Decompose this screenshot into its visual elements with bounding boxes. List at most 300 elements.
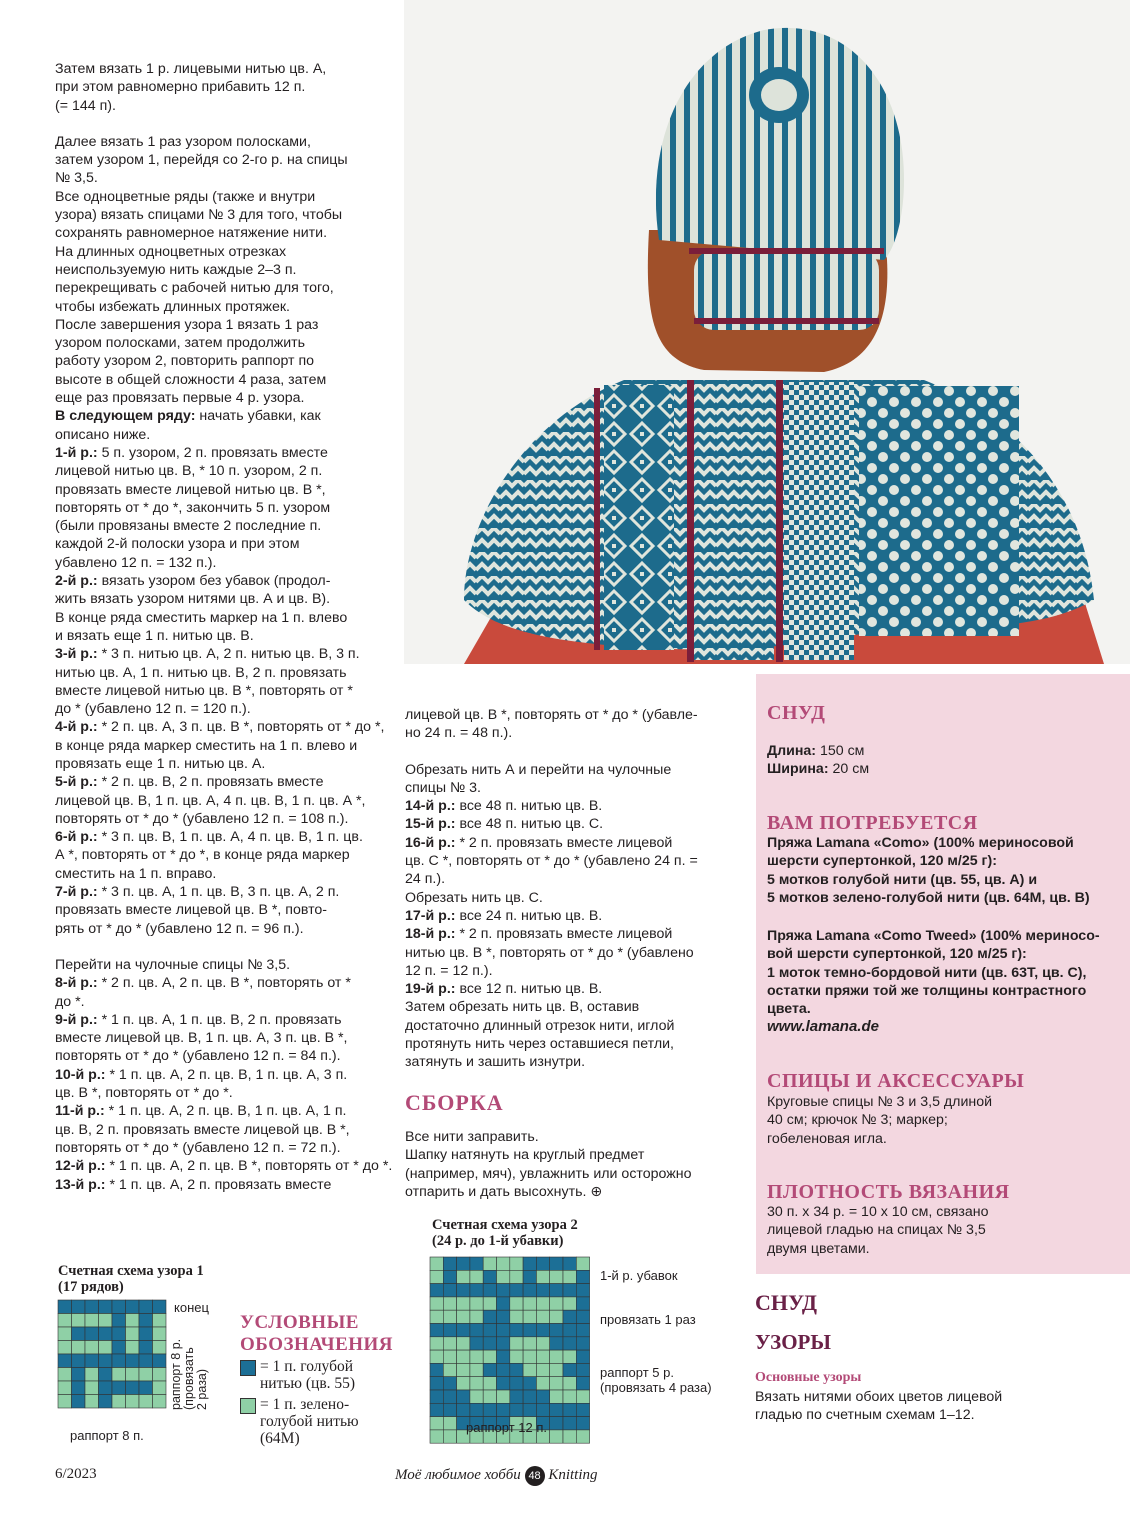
chart1-cell bbox=[72, 1368, 86, 1382]
chart2-cell bbox=[563, 1310, 576, 1323]
text-line: Обрезать нить А и перейти на чулочные bbox=[405, 761, 672, 778]
text-line: Далее вязать 1 раз узором полосками, bbox=[55, 133, 311, 150]
chart2-cell bbox=[483, 1377, 496, 1390]
chart2-cell bbox=[510, 1403, 523, 1416]
text-line: нитью цв. А, 1 п. нитью цв. В, 2 п. провязать bbox=[55, 664, 347, 681]
chart1-cell bbox=[139, 1341, 153, 1355]
chart1-cell bbox=[153, 1341, 167, 1355]
text-line: при этом равномерно прибавить 12 п. bbox=[55, 79, 306, 96]
text-line: 2-й р.: вязать узором без убавок (продол- bbox=[55, 573, 331, 590]
text-line: нитью (цв. 55) bbox=[260, 1375, 356, 1392]
chart2-cell bbox=[550, 1337, 563, 1350]
chart2-cell bbox=[523, 1377, 536, 1390]
text-line: 1-й р.: 5 п. узором, 2 п. провязать вместе bbox=[55, 444, 328, 461]
legend-green-swatch bbox=[240, 1398, 256, 1414]
chart2-cell bbox=[510, 1324, 523, 1337]
website-link[interactable]: www.lamana.de bbox=[767, 1018, 879, 1035]
chart1-cell bbox=[126, 1300, 140, 1314]
chart2-cell bbox=[443, 1350, 456, 1363]
chart2-cell bbox=[510, 1377, 523, 1390]
chart1-cell bbox=[99, 1327, 113, 1341]
chart1-repeat-rows-label bbox=[170, 1320, 209, 1410]
chart1-cell bbox=[153, 1327, 167, 1341]
chart1-cell bbox=[85, 1300, 99, 1314]
chart1-cell bbox=[112, 1368, 126, 1382]
chart2-cell bbox=[443, 1363, 456, 1376]
chart1-cell bbox=[139, 1354, 153, 1368]
chart2-cell bbox=[576, 1403, 589, 1416]
chart2-cell bbox=[536, 1310, 549, 1323]
text-line: Все одноцветные ряды (также и внутри bbox=[55, 188, 316, 205]
chart2-cell bbox=[576, 1337, 589, 1350]
chart2-cell bbox=[576, 1363, 589, 1376]
chart1-cell bbox=[139, 1368, 153, 1382]
chart2-cell bbox=[470, 1390, 483, 1403]
chart2-cell bbox=[470, 1337, 483, 1350]
chart2-cell bbox=[470, 1270, 483, 1283]
chart2-cell bbox=[430, 1417, 443, 1430]
chart1-cell bbox=[99, 1368, 113, 1382]
chart2-cell bbox=[457, 1337, 470, 1350]
chart2-cell bbox=[563, 1430, 576, 1443]
text-line: повторять от * до * (убавлено 12 п. = 72 п.). bbox=[55, 1139, 341, 1156]
chart2-cell bbox=[497, 1337, 510, 1350]
yarn-como bbox=[767, 834, 1090, 907]
chart2-cell bbox=[563, 1270, 576, 1283]
legend-title bbox=[240, 1312, 393, 1356]
text-line: цв. В, 2 п. провязать вместе лицевой цв. В *, bbox=[55, 1121, 350, 1138]
text-line: цвета. bbox=[767, 1001, 811, 1018]
chart2-cell bbox=[457, 1297, 470, 1310]
text-line: провязать еще 1 п. нитью цв. А. bbox=[55, 755, 266, 772]
text-line: лицевой цв. В *, повторять от * до * (убавле- bbox=[405, 707, 698, 723]
text-line: остатки пряжи той же толщины контрастного bbox=[767, 982, 1087, 999]
text-line: Затем обрезать нить цв. В, оставив bbox=[405, 999, 640, 1016]
text-line: 4-й р.: * 2 п. цв. А, 3 п. цв. В *, повторять от * до *, bbox=[55, 719, 385, 736]
chart2-cell bbox=[576, 1284, 589, 1297]
chart2-cell bbox=[443, 1403, 456, 1416]
chart1-cell bbox=[85, 1368, 99, 1382]
chart2-cell bbox=[443, 1297, 456, 1310]
text-line: Обрезать нить цв. С. bbox=[405, 889, 543, 906]
text-line: описано ниже. bbox=[55, 426, 151, 443]
paragraph-gap bbox=[55, 938, 400, 956]
text-line: ОБОЗНАЧЕНИЯ bbox=[240, 1334, 394, 1355]
chart2-cell bbox=[563, 1363, 576, 1376]
chart1-cell bbox=[58, 1300, 72, 1314]
chart2-cell bbox=[497, 1284, 510, 1297]
chart2-cell bbox=[470, 1403, 483, 1416]
chart2-cell bbox=[483, 1363, 496, 1376]
chart2-cell bbox=[550, 1297, 563, 1310]
chart2-cell bbox=[430, 1324, 443, 1337]
chart2-cell bbox=[457, 1377, 470, 1390]
chart2-cell bbox=[536, 1324, 549, 1337]
text-line: 9-й р.: * 1 п. цв. А, 1 п. цв. В, 2 п. провязать bbox=[55, 1011, 342, 1028]
chart2-cell bbox=[457, 1363, 470, 1376]
text-line: 12 п. = 12 п.). bbox=[405, 962, 493, 979]
chart1-cell bbox=[112, 1341, 126, 1355]
chart2-cell bbox=[443, 1337, 456, 1350]
chart2-cell bbox=[550, 1363, 563, 1376]
chart2-cell bbox=[443, 1310, 456, 1323]
chart2-cell bbox=[576, 1390, 589, 1403]
text-line: 40 см; крючок № 3; маркер; bbox=[767, 1112, 948, 1129]
chart2-cell bbox=[523, 1297, 536, 1310]
chart2-cell bbox=[457, 1390, 470, 1403]
chart1-cell bbox=[139, 1327, 153, 1341]
chart1-cell bbox=[99, 1395, 113, 1409]
text-line: После завершения узора 1 вязать 1 раз bbox=[55, 316, 319, 333]
chart2-cell bbox=[576, 1257, 589, 1270]
text-line: протянуть нить через оставшиеся петли, bbox=[405, 1036, 674, 1053]
text-line: вместе лицевой нитью цв. В *, повторять от * bbox=[55, 682, 353, 699]
text-line: жить вязать узором нитями цв. А и цв. В). bbox=[55, 591, 331, 608]
dimensions: Длина: 150 см Ширина: 20 см bbox=[767, 743, 870, 778]
chart1-cell bbox=[58, 1395, 72, 1409]
chart2-repeat-label: раппорт 12 п. bbox=[466, 1420, 548, 1435]
chart2-cell bbox=[430, 1337, 443, 1350]
chart2-cell bbox=[443, 1257, 456, 1270]
chart2-cell bbox=[563, 1350, 576, 1363]
text-line: В следующем ряду: начать убавки, как bbox=[55, 408, 321, 425]
chart2-cell bbox=[483, 1270, 496, 1283]
chart1-cell bbox=[153, 1368, 167, 1382]
text-line: 14-й р.: все 48 п. нитью цв. В. bbox=[405, 798, 603, 815]
chart2-cell bbox=[470, 1377, 483, 1390]
chart1-end-label: конец bbox=[174, 1300, 209, 1315]
chart1-repeat-label: раппорт 8 п. bbox=[70, 1428, 144, 1443]
chart1-cell bbox=[112, 1381, 126, 1395]
text-line: двумя цветами. bbox=[767, 1240, 870, 1257]
chart2-cell bbox=[563, 1403, 576, 1416]
text-line: 2 раза) bbox=[195, 1368, 209, 1410]
text-line: 19-й р.: все 12 п. нитью цв. В. bbox=[405, 981, 603, 998]
chart2-cell bbox=[430, 1403, 443, 1416]
chart2-cell bbox=[510, 1350, 523, 1363]
chart2-cell bbox=[430, 1350, 443, 1363]
chart2-cell bbox=[536, 1377, 549, 1390]
legend-green-text bbox=[260, 1396, 400, 1447]
text-line: рять от * до * (убавлено 12 п. = 96 п.). bbox=[55, 920, 304, 937]
chart2-cell bbox=[523, 1337, 536, 1350]
chart2-cell bbox=[497, 1377, 510, 1390]
needles-title: СПИЦЫ И АКСЕССУАРЫ bbox=[767, 1070, 1025, 1092]
chart1-cell bbox=[153, 1395, 167, 1409]
chart1-cell bbox=[99, 1341, 113, 1355]
text-line: Счетная схема узора 2 bbox=[432, 1217, 578, 1233]
chart2-cell bbox=[536, 1350, 549, 1363]
chart2-once-label: провязать 1 раз bbox=[600, 1312, 696, 1327]
text-line: (провязать 4 раза) bbox=[600, 1380, 712, 1395]
chart2-cell bbox=[536, 1297, 549, 1310]
chart1-cell bbox=[99, 1354, 113, 1368]
chart1-cell bbox=[85, 1354, 99, 1368]
chart2-cell bbox=[483, 1257, 496, 1270]
chart2-cell bbox=[550, 1257, 563, 1270]
knitted-hat-and-snood-image bbox=[404, 0, 1130, 664]
chart1-grid bbox=[58, 1300, 168, 1420]
chart2-cell bbox=[497, 1324, 510, 1337]
text-line: (24 р. до 1-й убавки) bbox=[432, 1233, 564, 1249]
snood-section-title: СНУД bbox=[755, 1290, 818, 1315]
chart2-cell bbox=[483, 1403, 496, 1416]
chart1-cell bbox=[153, 1300, 167, 1314]
text-line: 30 п. х 34 р. = 10 х 10 см, связано bbox=[767, 1204, 989, 1220]
chart2-cell bbox=[523, 1390, 536, 1403]
chart2-cell bbox=[523, 1324, 536, 1337]
chart2-cell bbox=[470, 1284, 483, 1297]
chart2-cell bbox=[563, 1377, 576, 1390]
text-line: В конце ряда сместить маркер на 1 п. влево bbox=[55, 609, 348, 626]
text-line: Шапку натянуть на круглый предмет bbox=[405, 1147, 645, 1164]
text-line: высоте в общей сложности 4 раза, затем bbox=[55, 371, 327, 388]
text-line: 16-й р.: * 2 п. провязать вместе лицевой bbox=[405, 834, 673, 851]
chart2-cell bbox=[563, 1337, 576, 1350]
chart2-cell bbox=[457, 1324, 470, 1337]
text-line: гобеленовая игла. bbox=[767, 1130, 887, 1147]
text-line: но 24 п. = 48 п.). bbox=[405, 725, 513, 742]
text-line: УСЛОВНЫЕ bbox=[240, 1312, 359, 1333]
chart2-cell bbox=[523, 1270, 536, 1283]
text-line: 11-й р.: * 1 п. цв. А, 2 п. цв. В, 1 п. цв. А, 1 п. bbox=[55, 1103, 347, 1120]
chart1-cell bbox=[85, 1341, 99, 1355]
text-line: неиспользуемую нить каждые 2–3 п. bbox=[55, 261, 297, 278]
chart2-cell bbox=[457, 1270, 470, 1283]
legend-blue-swatch bbox=[240, 1360, 256, 1376]
chart1-cell bbox=[153, 1314, 167, 1328]
chart2-cell bbox=[550, 1284, 563, 1297]
instructions-column-2 bbox=[405, 706, 745, 1072]
chart2-cell bbox=[470, 1297, 483, 1310]
chart2-cell bbox=[536, 1257, 549, 1270]
paragraph-gap bbox=[405, 743, 745, 761]
chart1-cell bbox=[85, 1395, 99, 1409]
text-line: Все нити заправить. bbox=[405, 1129, 539, 1145]
text-line: повторять от * до * (убавлено 12 п. = 84 п.). bbox=[55, 1048, 341, 1065]
chart2-cell bbox=[483, 1310, 496, 1323]
chart2-cell bbox=[483, 1337, 496, 1350]
text-line: вместе лицевой цв. В, 1 п. цв. А, 3 п. цв. В *, bbox=[55, 1030, 348, 1047]
text-line: 6-й р.: * 3 п. цв. В, 1 п. цв. А, 4 п. цв. В, 1 п. цв. bbox=[55, 829, 363, 846]
chart2-cell bbox=[497, 1297, 510, 1310]
chart2-cell bbox=[536, 1270, 549, 1283]
chart1-cell bbox=[72, 1354, 86, 1368]
text-line: 5-й р.: * 2 п. цв. В, 2 п. провязать вместе bbox=[55, 774, 324, 791]
chart2-cell bbox=[536, 1403, 549, 1416]
chart2-cell bbox=[563, 1417, 576, 1430]
text-line: сместить на 1 п. вправо. bbox=[55, 865, 217, 882]
text-line: 24 п.). bbox=[405, 871, 446, 888]
chart2-cell bbox=[470, 1350, 483, 1363]
chart2-cell bbox=[470, 1363, 483, 1376]
text-line: № 3,5. bbox=[55, 170, 98, 187]
chart2-cell bbox=[510, 1363, 523, 1376]
chart2-cell bbox=[550, 1430, 563, 1443]
text-line: затем узором 1, перейдя со 2-го р. на спицы bbox=[55, 152, 348, 169]
yarn-como-tweed bbox=[767, 927, 1100, 1018]
text-line: 7-й р.: * 3 п. цв. А, 1 п. цв. В, 3 п. цв. А, 2 п. bbox=[55, 884, 340, 901]
chart2-cell bbox=[550, 1310, 563, 1323]
chart1-cell bbox=[58, 1368, 72, 1382]
chart2-cell bbox=[510, 1310, 523, 1323]
text-line: (например, мяч), увлажнить или осторожно bbox=[405, 1165, 692, 1182]
chart2-cell bbox=[563, 1257, 576, 1270]
text-line: затянуть и зашить изнутри. bbox=[405, 1054, 586, 1071]
text-line: еще раз провязать первые 4 р. узора. bbox=[55, 390, 305, 407]
needles-text bbox=[767, 1093, 992, 1148]
chart1-cell bbox=[126, 1314, 140, 1328]
model-photo bbox=[404, 0, 1130, 664]
chart1-cell bbox=[112, 1354, 126, 1368]
text-line: Круговые спицы № 3 и 3,5 длиной bbox=[767, 1094, 993, 1110]
text-line: Вязать нитями обоих цветов лицевой bbox=[755, 1389, 1003, 1405]
text-line: узора) вязать спицами № 3 для того, чтобы bbox=[55, 207, 343, 224]
gauge-title: ПЛОТНОСТЬ ВЯЗАНИЯ bbox=[767, 1181, 1010, 1203]
assembly-title: СБОРКА bbox=[405, 1090, 504, 1115]
chart2-cell bbox=[523, 1310, 536, 1323]
chart1-cell bbox=[58, 1314, 72, 1328]
chart1-title bbox=[58, 1263, 204, 1295]
text-line: Перейти на чулочные спицы № 3,5. bbox=[55, 956, 291, 973]
text-line: 8-й р.: * 2 п. цв. А, 2 п. цв. В *, повторять от * bbox=[55, 975, 351, 992]
chart1-cell bbox=[85, 1327, 99, 1341]
brand-name: Knitting bbox=[548, 1467, 598, 1483]
text-line: в конце ряда маркер сместить на 1 п. влево и bbox=[55, 737, 358, 754]
text-line: до * (убавлено 12 п. = 120 п.). bbox=[55, 701, 251, 718]
text-line: голубой нитью bbox=[260, 1413, 359, 1430]
chart2-cell bbox=[576, 1324, 589, 1337]
chart2-dec-label: 1-й р. убавок bbox=[600, 1268, 678, 1283]
magazine-name: Моё любимое хобби bbox=[395, 1467, 521, 1483]
chart1-cell bbox=[112, 1395, 126, 1409]
chart2-cell bbox=[510, 1270, 523, 1283]
chart2-cell bbox=[563, 1324, 576, 1337]
chart2-cell bbox=[497, 1363, 510, 1376]
chart2-cell bbox=[443, 1417, 456, 1430]
text-line: А *, повторять от * до *, в конце ряда маркер bbox=[55, 847, 350, 864]
instructions-column-1 bbox=[55, 60, 400, 1194]
chart2-cell bbox=[483, 1350, 496, 1363]
chart2-cell bbox=[510, 1257, 523, 1270]
text-line: лицевой гладью на спицах № 3,5 bbox=[767, 1222, 986, 1239]
chart2-cell bbox=[483, 1324, 496, 1337]
chart1-cell bbox=[58, 1354, 72, 1368]
chart1-cell bbox=[72, 1341, 86, 1355]
chart2-cell bbox=[576, 1430, 589, 1443]
text-line: Затем вязать 1 р. лицевыми нитью цв. А, bbox=[55, 61, 327, 77]
paragraph-gap bbox=[55, 115, 400, 133]
chart2-cell bbox=[430, 1310, 443, 1323]
text-line: (17 рядов) bbox=[58, 1279, 124, 1295]
chart2-cell bbox=[443, 1324, 456, 1337]
chart2-cell bbox=[483, 1284, 496, 1297]
chart1-cell bbox=[58, 1381, 72, 1395]
text-line: раппорт 5 р. bbox=[600, 1365, 674, 1380]
chart1-cell bbox=[112, 1327, 126, 1341]
chart2-cell bbox=[430, 1377, 443, 1390]
text-line: работу узором 2, повторить раппорт по bbox=[55, 353, 315, 370]
page-number: 48 bbox=[525, 1466, 545, 1486]
chart2-cell bbox=[443, 1390, 456, 1403]
text-line: повторять от * до * (убавлено 12 п. = 108 п.). bbox=[55, 810, 349, 827]
chart2-cell bbox=[497, 1350, 510, 1363]
chart2-cell bbox=[523, 1363, 536, 1376]
assembly-section bbox=[405, 1090, 745, 1201]
chart2-cell bbox=[510, 1337, 523, 1350]
chart1-cell bbox=[112, 1314, 126, 1328]
chart2-title bbox=[432, 1217, 578, 1249]
chart2-cell bbox=[510, 1284, 523, 1297]
chart2-cell bbox=[457, 1403, 470, 1416]
chart2-cell bbox=[457, 1284, 470, 1297]
text-line: сохранять равномерное натяжение нити. bbox=[55, 225, 328, 242]
chart2-cell bbox=[523, 1257, 536, 1270]
text-line: лицевой нитью цв. В, * 10 п. узором, 2 п. bbox=[55, 463, 323, 480]
chart1-cell bbox=[153, 1381, 167, 1395]
chart2-cell bbox=[523, 1284, 536, 1297]
text-line: (= 144 п). bbox=[55, 97, 116, 114]
text-line: 5 мотков зелено-голубой нити (цв. 64М, цв. В) bbox=[767, 889, 1090, 906]
chart2-cell bbox=[497, 1270, 510, 1283]
text-line: 18-й р.: * 2 п. провязать вместе лицевой bbox=[405, 926, 673, 943]
text-line: повторять от * до *, закончить 5 п. узором bbox=[55, 499, 331, 516]
chart2-cell bbox=[497, 1310, 510, 1323]
chart1-cell bbox=[72, 1300, 86, 1314]
chart2-cell bbox=[443, 1270, 456, 1283]
chart2-cell bbox=[430, 1390, 443, 1403]
text-line: раппорт 8 р. bbox=[169, 1338, 183, 1410]
chart1-cell bbox=[99, 1300, 113, 1314]
issue-number: 6/2023 bbox=[55, 1466, 97, 1482]
chart2-cell bbox=[430, 1257, 443, 1270]
gauge-text bbox=[767, 1203, 989, 1258]
footer-magazine bbox=[395, 1466, 598, 1486]
chart1-cell bbox=[126, 1395, 140, 1409]
chart2-cell bbox=[510, 1390, 523, 1403]
chart2-cell bbox=[550, 1350, 563, 1363]
chart1-cell bbox=[99, 1381, 113, 1395]
chart1-cell bbox=[58, 1327, 72, 1341]
chart2-cell bbox=[523, 1403, 536, 1416]
chart2-cell bbox=[550, 1270, 563, 1283]
text-line: и вязать еще 1 п. нитью цв. В. bbox=[55, 627, 254, 644]
legend-blue-text bbox=[260, 1358, 400, 1392]
chart2-cell bbox=[497, 1390, 510, 1403]
chart1-cell bbox=[99, 1314, 113, 1328]
chart2-cell bbox=[457, 1310, 470, 1323]
chart1-cell bbox=[126, 1341, 140, 1355]
text-line: (провязать bbox=[182, 1347, 196, 1410]
chart1-cell bbox=[72, 1395, 86, 1409]
text-line: 1 моток темно-бордовой нити (цв. 63Т, цв. С), bbox=[767, 964, 1087, 981]
chart1-cell bbox=[139, 1300, 153, 1314]
chart1-cell bbox=[139, 1395, 153, 1409]
chart2-cell bbox=[430, 1284, 443, 1297]
text-line: Пряжа Lamana «Como» (100% мериносовой bbox=[767, 835, 1074, 851]
chart2-cell bbox=[497, 1403, 510, 1416]
chart2-cell bbox=[523, 1350, 536, 1363]
chart2-repeat-rows-label bbox=[600, 1365, 712, 1395]
chart1-cell bbox=[72, 1327, 86, 1341]
chart2-cell bbox=[430, 1297, 443, 1310]
text-line: достаточно длинный отрезок нити, иглой bbox=[405, 1017, 675, 1034]
text-line: 17-й р.: все 24 п. нитью цв. В. bbox=[405, 907, 603, 924]
text-line: провязать вместе лицевой цв. В *, повто- bbox=[55, 902, 328, 919]
text-line: шерсти супертонкой, 120 м/25 г): bbox=[767, 853, 997, 870]
text-line: 5 мотков голубой нити (цв. 55, цв. А) и bbox=[767, 871, 1038, 888]
chart2-cell bbox=[550, 1417, 563, 1430]
